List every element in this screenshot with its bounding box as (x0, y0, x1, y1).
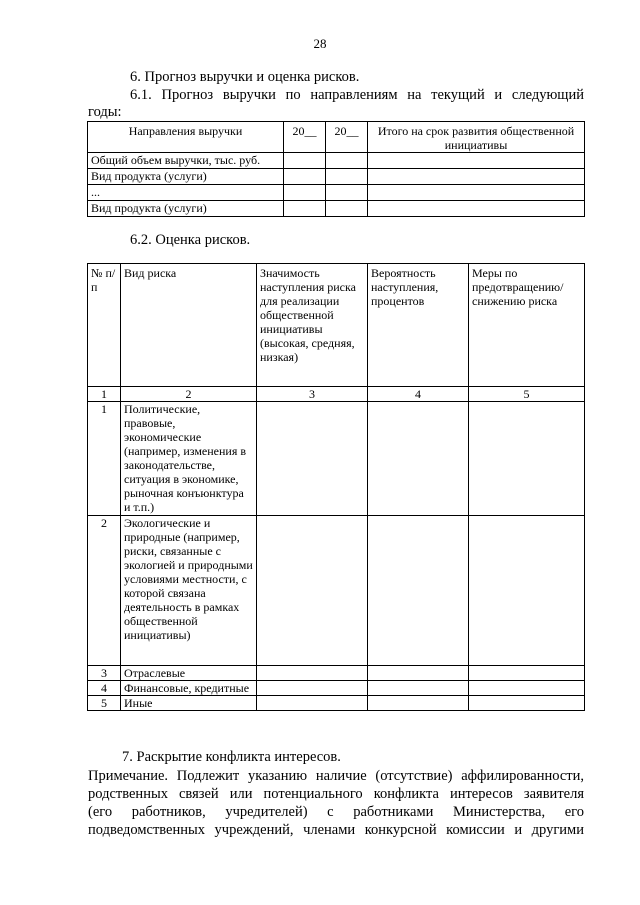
section-6-title: 6. Прогноз выручки и оценка рисков. (130, 69, 360, 85)
table-cell (368, 153, 585, 169)
table-cell (257, 402, 368, 516)
risk-header-measures: Меры по предотвращению/ снижению риска (469, 264, 585, 387)
revenue-header-total: Итого на срок развития общественной инициативы (368, 122, 585, 153)
row-number: 4 (88, 681, 121, 696)
table-cell (368, 185, 585, 201)
revenue-header-year-1: 20__ (284, 122, 326, 153)
risk-type: Экологические и природные (например, риски, связанные с экологией и природными условиями местности, с которой связана деятельность в рамках общественной инициативы) (121, 516, 257, 666)
revenue-forecast-table (87, 121, 585, 217)
section-6-1-line-1: 6.1. Прогноз выручки по направлениям на текущий и следующий (130, 87, 584, 103)
table-cell (368, 681, 469, 696)
row-number: 5 (88, 696, 121, 711)
risk-column-numbers-row (88, 387, 585, 402)
table-cell: ... (88, 185, 284, 201)
column-number: 4 (368, 387, 469, 402)
section-6-2-title: 6.2. Оценка рисков. (130, 232, 251, 248)
row-number: 2 (88, 516, 121, 666)
column-number: 5 (469, 387, 585, 402)
risk-header-significance: Значимость наступления риска для реализации общественной инициативы (высокая, средняя, низкая) (257, 264, 368, 387)
table-cell (257, 516, 368, 666)
table-cell (368, 666, 469, 681)
table-row (88, 681, 585, 696)
table-cell (368, 169, 585, 185)
table-row (88, 185, 585, 201)
table-cell (469, 402, 585, 516)
revenue-header-year-2: 20__ (326, 122, 368, 153)
table-cell (368, 402, 469, 516)
risk-type: Финансовые, кредитные (121, 681, 257, 696)
revenue-table-header-row (88, 122, 585, 153)
table-row (88, 402, 585, 516)
risk-type: Отраслевые (121, 666, 257, 681)
table-cell (257, 666, 368, 681)
section-6-1-line-2: годы: (88, 104, 122, 120)
row-number: 1 (88, 402, 121, 516)
risk-type: Иные (121, 696, 257, 711)
table-cell (326, 153, 368, 169)
table-cell (284, 153, 326, 169)
table-cell (326, 201, 368, 217)
column-number: 2 (121, 387, 257, 402)
table-row (88, 153, 585, 169)
row-number: 3 (88, 666, 121, 681)
note-line-4: подведомственных учреждений, членами конкурсной комиссии и другими (88, 822, 584, 838)
table-row (88, 169, 585, 185)
risk-assessment-table (87, 263, 585, 711)
table-cell (368, 516, 469, 666)
column-number: 3 (257, 387, 368, 402)
table-cell (284, 185, 326, 201)
risk-type: Политические, правовые, экономические (например, изменения в законодательстве, ситуация в экономике, рыночная конъюнктура и т.п.) (121, 402, 257, 516)
table-row (88, 666, 585, 681)
table-cell (326, 185, 368, 201)
table-cell (368, 696, 469, 711)
table-cell: Общий объем выручки, тыс. руб. (88, 153, 284, 169)
table-row (88, 516, 585, 666)
table-cell (368, 201, 585, 217)
risk-header-number: № п/п (88, 264, 121, 387)
table-cell (469, 666, 585, 681)
section-7-title: 7. Раскрытие конфликта интересов. (122, 749, 341, 765)
risk-table-header-row (88, 264, 585, 387)
table-row (88, 696, 585, 711)
risk-header-probability: Вероятность наступления, процентов (368, 264, 469, 387)
risk-header-type: Вид риска (121, 264, 257, 387)
table-cell: Вид продукта (услуги) (88, 201, 284, 217)
column-number: 1 (88, 387, 121, 402)
table-cell (469, 516, 585, 666)
table-cell (469, 696, 585, 711)
note-line-1: Примечание. Подлежит указанию наличие (отсутствие) аффилированности, (88, 768, 584, 784)
table-cell (326, 169, 368, 185)
table-cell (284, 201, 326, 217)
table-cell (257, 696, 368, 711)
table-cell (469, 681, 585, 696)
table-cell (257, 681, 368, 696)
table-cell (284, 169, 326, 185)
table-row (88, 201, 585, 217)
table-cell: Вид продукта (услуги) (88, 169, 284, 185)
note-line-2: родственных связей или потенциального конфликта интересов заявителя (88, 786, 584, 802)
note-line-3: (его работников, учредителей) с работниками Министерства, его (88, 804, 584, 820)
page-number: 28 (313, 36, 327, 51)
revenue-header-direction: Направления выручки (88, 122, 284, 153)
